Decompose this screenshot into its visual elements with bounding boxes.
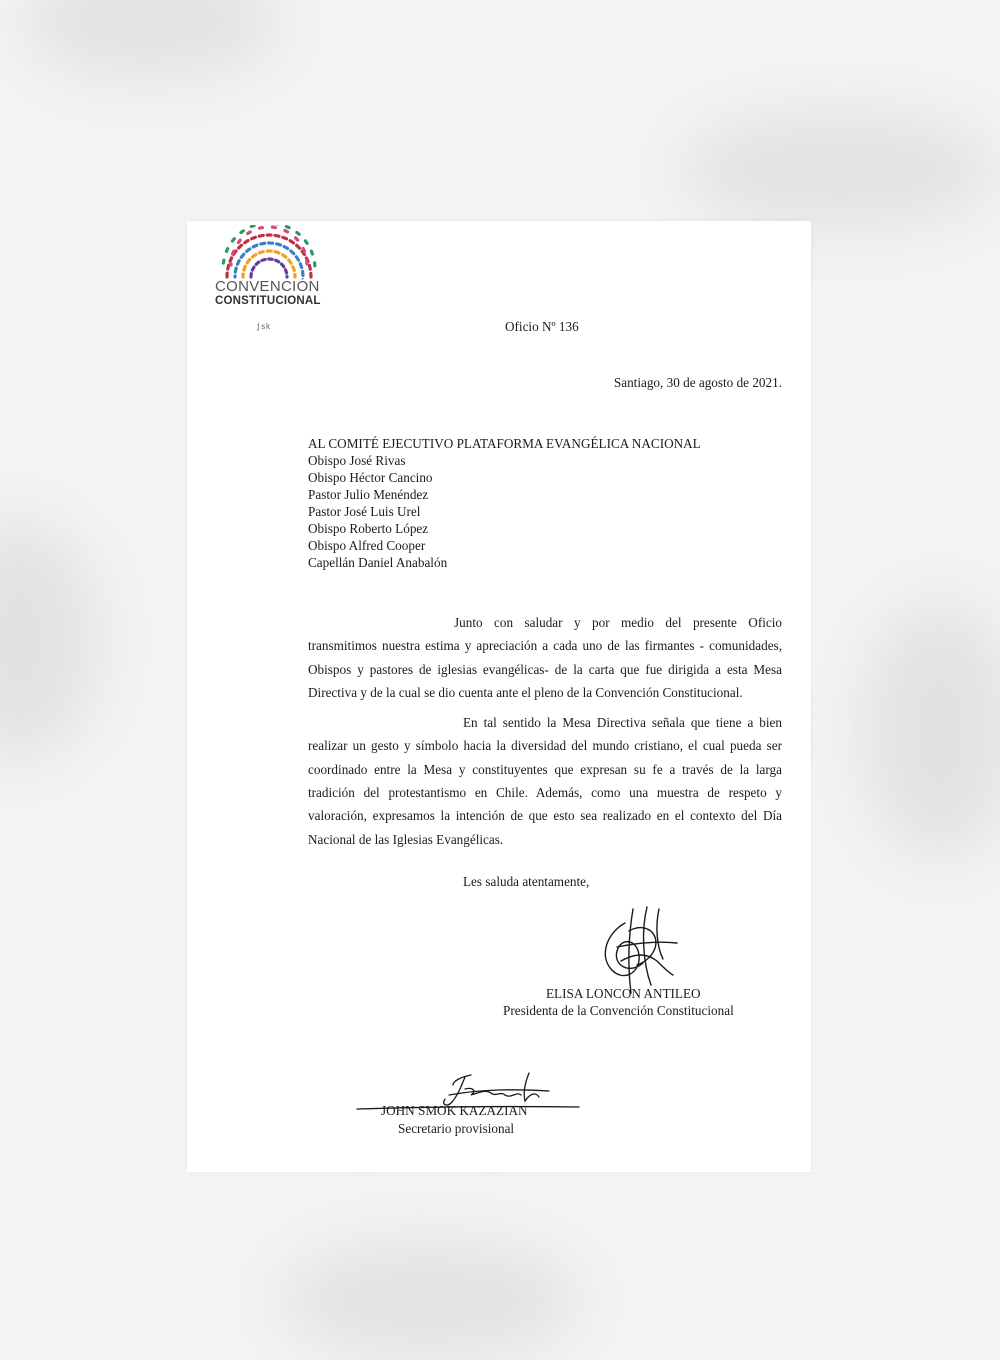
closing-line: Les saluda atentamente, bbox=[463, 874, 590, 889]
addressee-item: Obispo José Rivas bbox=[308, 453, 406, 468]
body-paragraph: Junto con saludar y por medio del presente Oficio transmitimos nuestra estima y apreciación a cada uno de las firmantes - comunidades, Obispos y pastores de iglesias evangélicas- de la carta que fue dirigida a esta Mesa Directiva y de la cual se dio cuenta ante el pleno de la Convención Constitucional. bbox=[308, 615, 782, 700]
signatory1-title: Presidenta de la Convención Constitucional bbox=[503, 1003, 734, 1018]
signatory2-name: JOHN SMOK KAZAZIAN bbox=[381, 1103, 528, 1118]
addressee-item: Obispo Héctor Cancino bbox=[308, 470, 433, 485]
logo-text-line2: CONSTITUCIONAL bbox=[215, 295, 321, 307]
logo-text-line1: CONVENCIÓN bbox=[215, 278, 320, 295]
oficio-number: Oficio Nº 136 bbox=[505, 319, 579, 334]
signatory2-title: Secretario provisional bbox=[398, 1121, 515, 1136]
background-blur bbox=[680, 110, 1000, 230]
background-blur bbox=[20, 0, 280, 80]
addressee-item: Pastor José Luis Urel bbox=[308, 504, 421, 519]
convencion-logo-icon bbox=[209, 225, 329, 280]
signatory1-name: ELISA LONCON ANTILEO bbox=[546, 986, 701, 1001]
letter-page bbox=[187, 221, 811, 1172]
letter-body bbox=[308, 611, 782, 858]
background-blur bbox=[0, 520, 100, 760]
date-line: Santiago, 30 de agosto de 2021. bbox=[613, 375, 782, 390]
addressee-item: Obispo Roberto López bbox=[308, 521, 429, 536]
addressee-item: Capellán Daniel Anabalón bbox=[308, 555, 448, 570]
body-paragraph: En tal sentido la Mesa Directiva señala que tiene a bien realizar un gesto y símbolo hacia la diversidad del mundo cristiano, el cual pueda ser coordinado entre la Mesa y constituyentes que expresan su fe a través de la larga tradición del protestantismo en Chile. Además, como una muestra de respeto y valoración, expresamos la intención de que esto sea realizado en el contexto del Día Nacional de las Iglesias Evangélicas. bbox=[308, 715, 782, 847]
addressee-item: Obispo Alfred Cooper bbox=[308, 538, 426, 553]
background-blur bbox=[860, 600, 1000, 860]
addressee-item: Pastor Julio Menéndez bbox=[308, 487, 429, 502]
addressee-heading: AL COMITÉ EJECUTIVO PLATAFORMA EVANGÉLICA NACIONAL bbox=[308, 436, 701, 451]
initials: jsk bbox=[256, 322, 271, 331]
background-blur bbox=[280, 1240, 580, 1360]
signature-1-icon bbox=[577, 903, 707, 995]
